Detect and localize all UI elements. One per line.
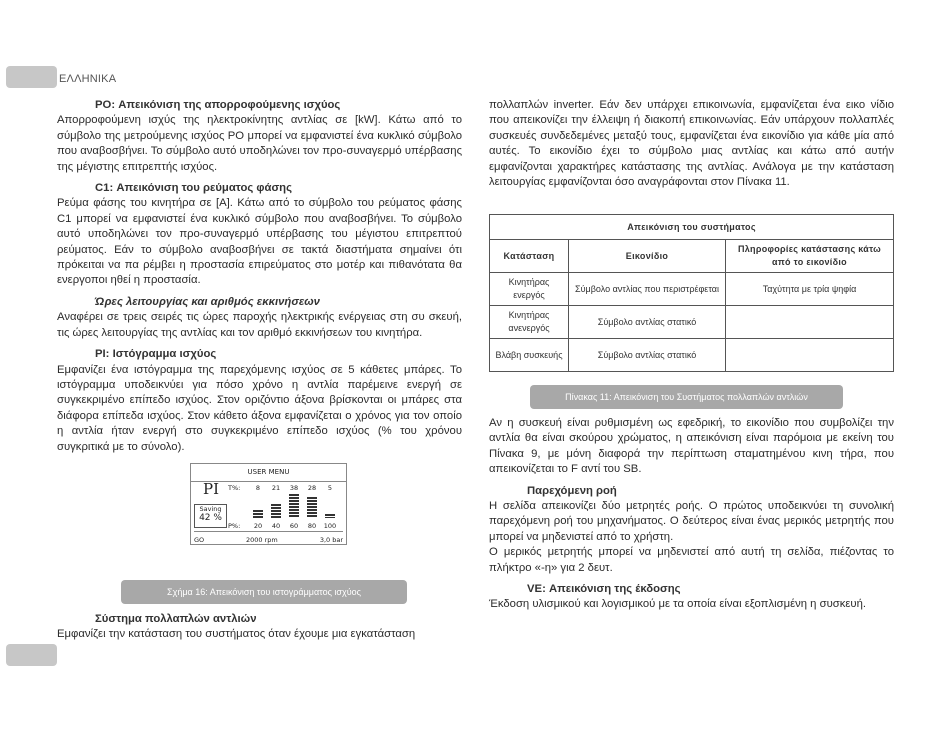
- table-cell: Βλάβη συσκευής: [490, 339, 569, 372]
- lcd-t-value: 38: [289, 483, 299, 492]
- lcd-t-value: 21: [271, 483, 281, 492]
- table-header: Πληροφορίες κατάστασης κάτω από το εικονίδιο: [726, 240, 894, 273]
- left-column: [57, 98, 462, 545]
- table-11-caption: Πίνακας 11: Απεικόνιση του Συστήματος πολλαπλών αντλιών: [530, 385, 843, 409]
- left-column-bottom: [57, 612, 462, 643]
- standby-paragraph: Αν η συσκευή είναι ρυθμισμένη ως εφεδρική, το εικονίδιο που συμβολίζει την αντλία θα είναι σκούρου χρώματος, η απεικόνιση είναι παρόμοια με εκείνη του Πίνακα 9, με μόνη διαφορά την περίπτωση σταματημένου κινη τήρα, που απεικονίζεται το F αντί του SB.: [489, 417, 894, 476]
- table-row: [490, 306, 894, 339]
- lcd-p-value: 60: [289, 521, 299, 530]
- lcd-p-value: 40: [271, 521, 281, 530]
- hours-heading: Ώρες λειτουργίας και αριθμός εκκινήσεων: [95, 295, 320, 308]
- lcd-saving-box: [194, 504, 227, 528]
- po-paragraph: Απορροφούμενη ισχύς της ηλεκτροκίνητης αντλίας σε [kW]. Κάτω από το σύμβολο της μετρούμενης ισχύος PO μπορεί να εμφανιστεί ένα κυκλικό σύμβολο που αναβοσβήνει. Το σύμβολο αυτό υποδηλώνει τον προ-συναγερμό υπέρβασης της μέγιστης επιτρεπτής ισχύος.: [57, 114, 463, 173]
- lcd-histogram-bar: [289, 494, 299, 518]
- language-tab: [6, 66, 57, 88]
- multi-pump-continued-paragraph: πολλαπλών inverter. Εάν δεν υπάρχει επικοινωνία, εμφανίζεται ένα εικο νίδιο που απεικονίζει την έλλειψη ή διακοπή επικοινωνίας. Εάν υπάρχουν πολλαπλές συσκευές συνδεδεμένες μεταξύ τους, εμφανίζεται ένα εικονίδιο για κάθε μία από αυτές. Το εικονίδιο έχει το σύμβολο μιας αντλίας και κάτω από αυτήν εμφανίζονται χαρακτήρες κατάστασης της αντλίας. Ανάλογα με την κατάσταση λειτουργίας εμφανίζονται όσο αναγράφονται στον Πίνακα 11.: [489, 99, 894, 189]
- table-title: Απεικόνιση του συστήματος: [490, 215, 894, 240]
- po-heading: PO: Απεικόνιση της απορροφούμενης ισχύος: [95, 99, 341, 111]
- lcd-p-value: 80: [307, 521, 317, 530]
- hours-paragraph: Αναφέρει σε τρεις σειρές τις ώρες παροχής ηλεκτρικής ενέργειας στη συ σκευή, τις ώρες λειτουργίας της αντλίας και τον αριθμό εκκινήσεων του κινητήρα.: [57, 311, 462, 339]
- lcd-saving-label: Saving: [199, 504, 222, 513]
- lcd-p-label: P%:: [228, 521, 241, 530]
- lcd-footer-go: GO: [194, 535, 205, 544]
- lcd-histogram-bar: [253, 510, 263, 518]
- table-row: [490, 339, 894, 372]
- right-column-bottom: [489, 416, 894, 613]
- right-column: [489, 98, 894, 190]
- flow-heading: Παρεχόμενη ροή: [527, 484, 617, 497]
- table-cell: Σύμβολο αντλίας στατικό: [569, 306, 726, 339]
- table-cell: Σύμβολο αντλίας που περιστρέφεται: [569, 273, 726, 306]
- table-row: [490, 273, 894, 306]
- lcd-footer-bar: 3,0 bar: [319, 535, 343, 544]
- lcd-saving-value: 42 %: [199, 512, 222, 523]
- table-cell: [726, 339, 894, 372]
- lcd-p-value: 20: [253, 521, 263, 530]
- table-cell: Σύμβολο αντλίας στατικό: [569, 339, 726, 372]
- table-header: Εικονίδιο: [569, 240, 726, 273]
- lcd-t-value: 28: [307, 483, 317, 492]
- table-header: Κατάσταση: [490, 240, 569, 273]
- version-heading: VE: Απεικόνιση της έκδοσης: [527, 583, 681, 596]
- lcd-footer-rpm: 2000 rpm: [246, 535, 278, 544]
- figure-16-caption: Σχήμα 16: Απεικόνιση του ιστογράμματος ισχύος: [121, 580, 407, 604]
- lcd-t-label: T%:: [228, 483, 241, 492]
- multi-pump-heading: Σύστημα πολλαπλών αντλιών: [95, 613, 257, 625]
- lcd-title: USER MENU: [191, 465, 346, 482]
- lcd-histogram-bar: [307, 497, 317, 518]
- c1-paragraph: Ρεύμα φάσης του κινητήρα σε [A]. Κάτω από το σύμβολο του ρεύματος φάσης C1 μπορεί να εμφανιστεί ένα κυκλικό σύμβολο που αναβοσβήνει. Το σύμβολο αυτό υποδηλώνει τον προ-συναγερμό υπέρβασης του μέγιστου επιτρεπτού ρεύματος. Εάν το σύμβολο αναβοσβήνει σε τακτά διαστήματα σημαίνει ότι πρόκειται να πα ρέμβει η προστασία επιρεύματος στο μοτέρ και πιθανότατα θα ενεργοποι ηθεί η προστασία.: [57, 197, 462, 287]
- table-cell: Ταχύτητα με τρία ψηφία: [726, 273, 894, 306]
- c1-heading: C1: Απεικόνιση του ρεύματος φάσης: [95, 182, 292, 195]
- pi-heading: PI: Ιστόγραμμα ισχύος: [95, 348, 217, 361]
- lcd-footer: [194, 531, 343, 544]
- lcd-histogram-figure: [190, 463, 347, 545]
- flow-paragraph-1: Η σελίδα απεικονίζει δύο μετρητές ροής. Ο πρώτος υποδεικνύει τη συνολική παρεχόμενη ροή του μηχανήματος. Ο δεύτερος είναι ένας μερικός μετρητής που μπορεί να μηδενιστεί από το χρήστη.: [489, 500, 894, 543]
- lcd-p-value: 100: [323, 521, 337, 530]
- version-paragraph: Έκδοση υλισμικού και λογισμικού με τα οποία είναι εξοπλισμένη η συσκευή.: [489, 598, 867, 611]
- table-cell: Κινητήρας ενεργός: [490, 273, 569, 306]
- lcd-t-value: 8: [255, 483, 261, 492]
- lcd-histogram-bar: [325, 514, 335, 518]
- lcd-histogram-bar: [271, 504, 281, 518]
- system-status-table: [489, 214, 894, 372]
- table-cell: Κινητήρας ανενεργός: [490, 306, 569, 339]
- table-cell: [726, 306, 894, 339]
- flow-paragraph-2: Ο μερικός μετρητής μπορεί να μηδενιστεί από αυτή τη σελίδα, πιέζοντας το πλήκτρο «-η» για 2 δευτ.: [489, 546, 894, 574]
- pi-paragraph: Εμφανίζει ένα ιστόγραμμα της παρεχόμενης ισχύος σε 5 κάθετες μπάρες. Το ιστόγραμμα υποδεικνύει για πόσο χρόνο η αντλία παρέμεινε ενεργή σε συγκεκριμένο επίπεδο ισχύος. Στον οριζόντιο άξονα βρίσκονται οι μπάρες στα διάφορα επίπεδα ισχύος. Στον κάθετο άξονα εμφανίζεται ο χρόνος για τον οποίο η αντλία ήταν ενεργή στο συγκεκριμένο επίπεδο ισχύος (% του χρόνου συγκριτικά με το σύνολο).: [57, 363, 462, 453]
- language-label: ΕΛΛΗΝΙΚΑ: [59, 73, 117, 85]
- page-number-tab: [6, 644, 57, 666]
- lcd-t-value: 5: [327, 483, 333, 492]
- lcd-pi-label: PI: [203, 479, 220, 498]
- multi-pump-paragraph: Εμφανίζει την κατάσταση του συστήματος όταν έχουμε μια εγκατάσταση: [57, 628, 416, 641]
